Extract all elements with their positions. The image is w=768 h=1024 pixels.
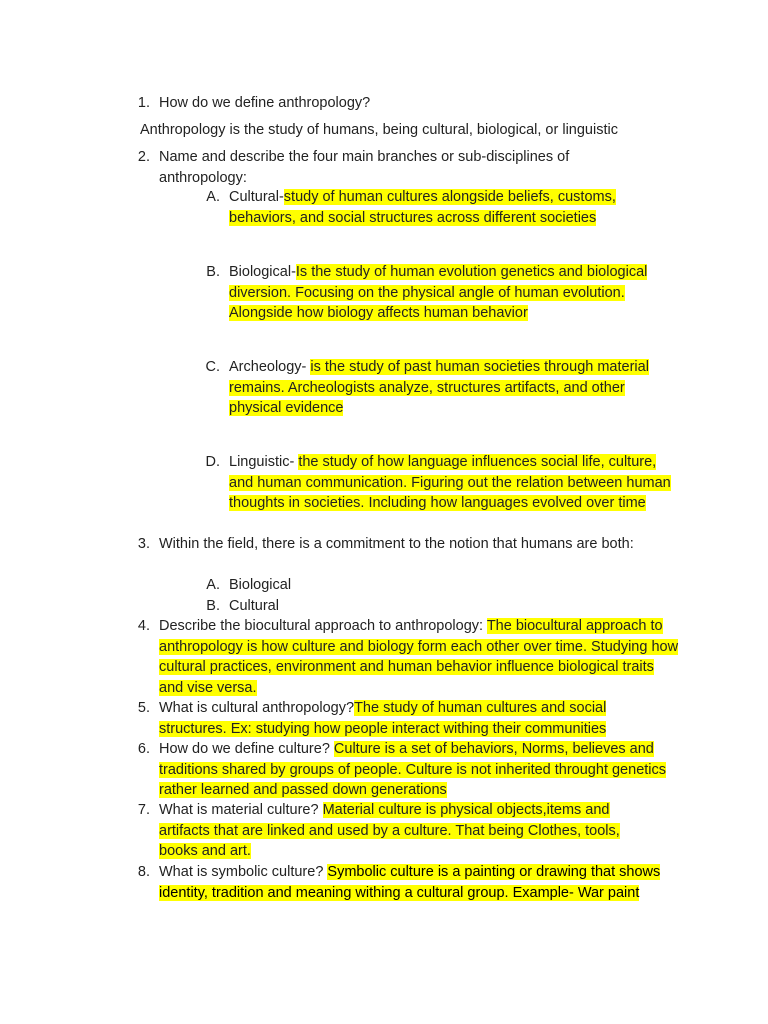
- q7: [159, 800, 649, 862]
- q5-answer: The study of human cultures and social structures. Ex: studying how people interact withing their communities: [159, 700, 607, 737]
- q6-question: How do we define culture?: [159, 741, 334, 757]
- q2-item-b-answer: Is the study of human evolution genetics and biological diversion. Focusing on the physical angle of human evolution. Alongside how biology affects human behavior: [229, 264, 648, 322]
- q3-number: 3.: [137, 536, 150, 552]
- q4: [159, 616, 679, 698]
- q6: [159, 739, 684, 801]
- q5: [159, 698, 643, 739]
- q2-item-c-answer: is the study of past human societies through material remains. Archeologists analyze, structures artifacts, and other physical evidence: [229, 359, 649, 417]
- q2-question: Name and describe the four main branches or sub-disciplines of anthropology:: [159, 149, 570, 186]
- q1-question: How do we define anthropology?: [159, 95, 371, 111]
- q3-item-b: Cultural: [229, 598, 279, 614]
- q8-number: 8.: [137, 864, 150, 880]
- q8-question: What is symbolic culture?: [159, 864, 328, 880]
- q6-answer: Culture is a set of behaviors, Norms, believes and traditions shared by groups of people. Culture is not inherited throught genetics rather learned and passed down generations: [159, 741, 667, 799]
- q2-number: 2.: [137, 149, 150, 165]
- q3-item-b-letter: B.: [206, 598, 220, 614]
- q4-answer: The biocultural approach to anthropology is how culture and biology form each other over time. Studying how cultural practices, environment and human behavior influence biological traits and vise versa.: [159, 618, 679, 696]
- q2-item-d-label: Linguistic-: [229, 454, 299, 470]
- q2-item-b-label: Biological-: [229, 264, 296, 280]
- q6-number: 6.: [137, 741, 150, 757]
- q8-answer: Symbolic culture is a painting or drawing that shows identity, tradition and meaning withing a cultural group. Example- War paint: [159, 864, 661, 901]
- q7-question: What is material culture?: [159, 802, 323, 818]
- q3-item-a: Biological: [229, 577, 292, 593]
- q3-question: Within the field, there is a commitment to the notion that humans are both:: [159, 536, 634, 552]
- q2-item-b: [229, 262, 675, 324]
- q5-question: What is cultural anthropology?: [159, 700, 355, 716]
- q1-answer: Anthropology is the study of humans, being cultural, biological, or linguistic: [140, 122, 618, 138]
- q2-item-c: [229, 357, 675, 419]
- q2-item-a-answer: study of human cultures alongside beliefs, customs, behaviors, and social structures across different societies: [229, 189, 616, 226]
- q4-number: 4.: [137, 618, 150, 634]
- q4-question: Describe the biocultural approach to anthropology:: [159, 618, 487, 634]
- q7-answer: Material culture is physical objects,items and artifacts that are linked and used by a culture. That being Clothes, tools, books and art.: [159, 802, 620, 860]
- q2-item-b-letter: B.: [206, 264, 220, 280]
- q2-item-c-label: Archeology-: [229, 359, 311, 375]
- q3-item-a-letter: A.: [206, 577, 220, 593]
- q2-item-a-label: Cultural-: [229, 189, 284, 205]
- q2-item-d: [229, 452, 681, 514]
- q2-item-c-letter: C.: [205, 359, 220, 375]
- q2-item-d-answer: the study of how language influences social life, culture, and human communication. Figuring out the relation between human thoughts in societies. Including how languages evolved over time: [229, 454, 671, 512]
- q5-number: 5.: [137, 700, 150, 716]
- q7-number: 7.: [137, 802, 150, 818]
- q2-item-d-letter: D.: [205, 454, 220, 470]
- q1-number: 1.: [137, 95, 150, 111]
- q2-item-a: [229, 187, 659, 228]
- q2-item-a-letter: A.: [206, 189, 220, 205]
- q8: [159, 862, 679, 903]
